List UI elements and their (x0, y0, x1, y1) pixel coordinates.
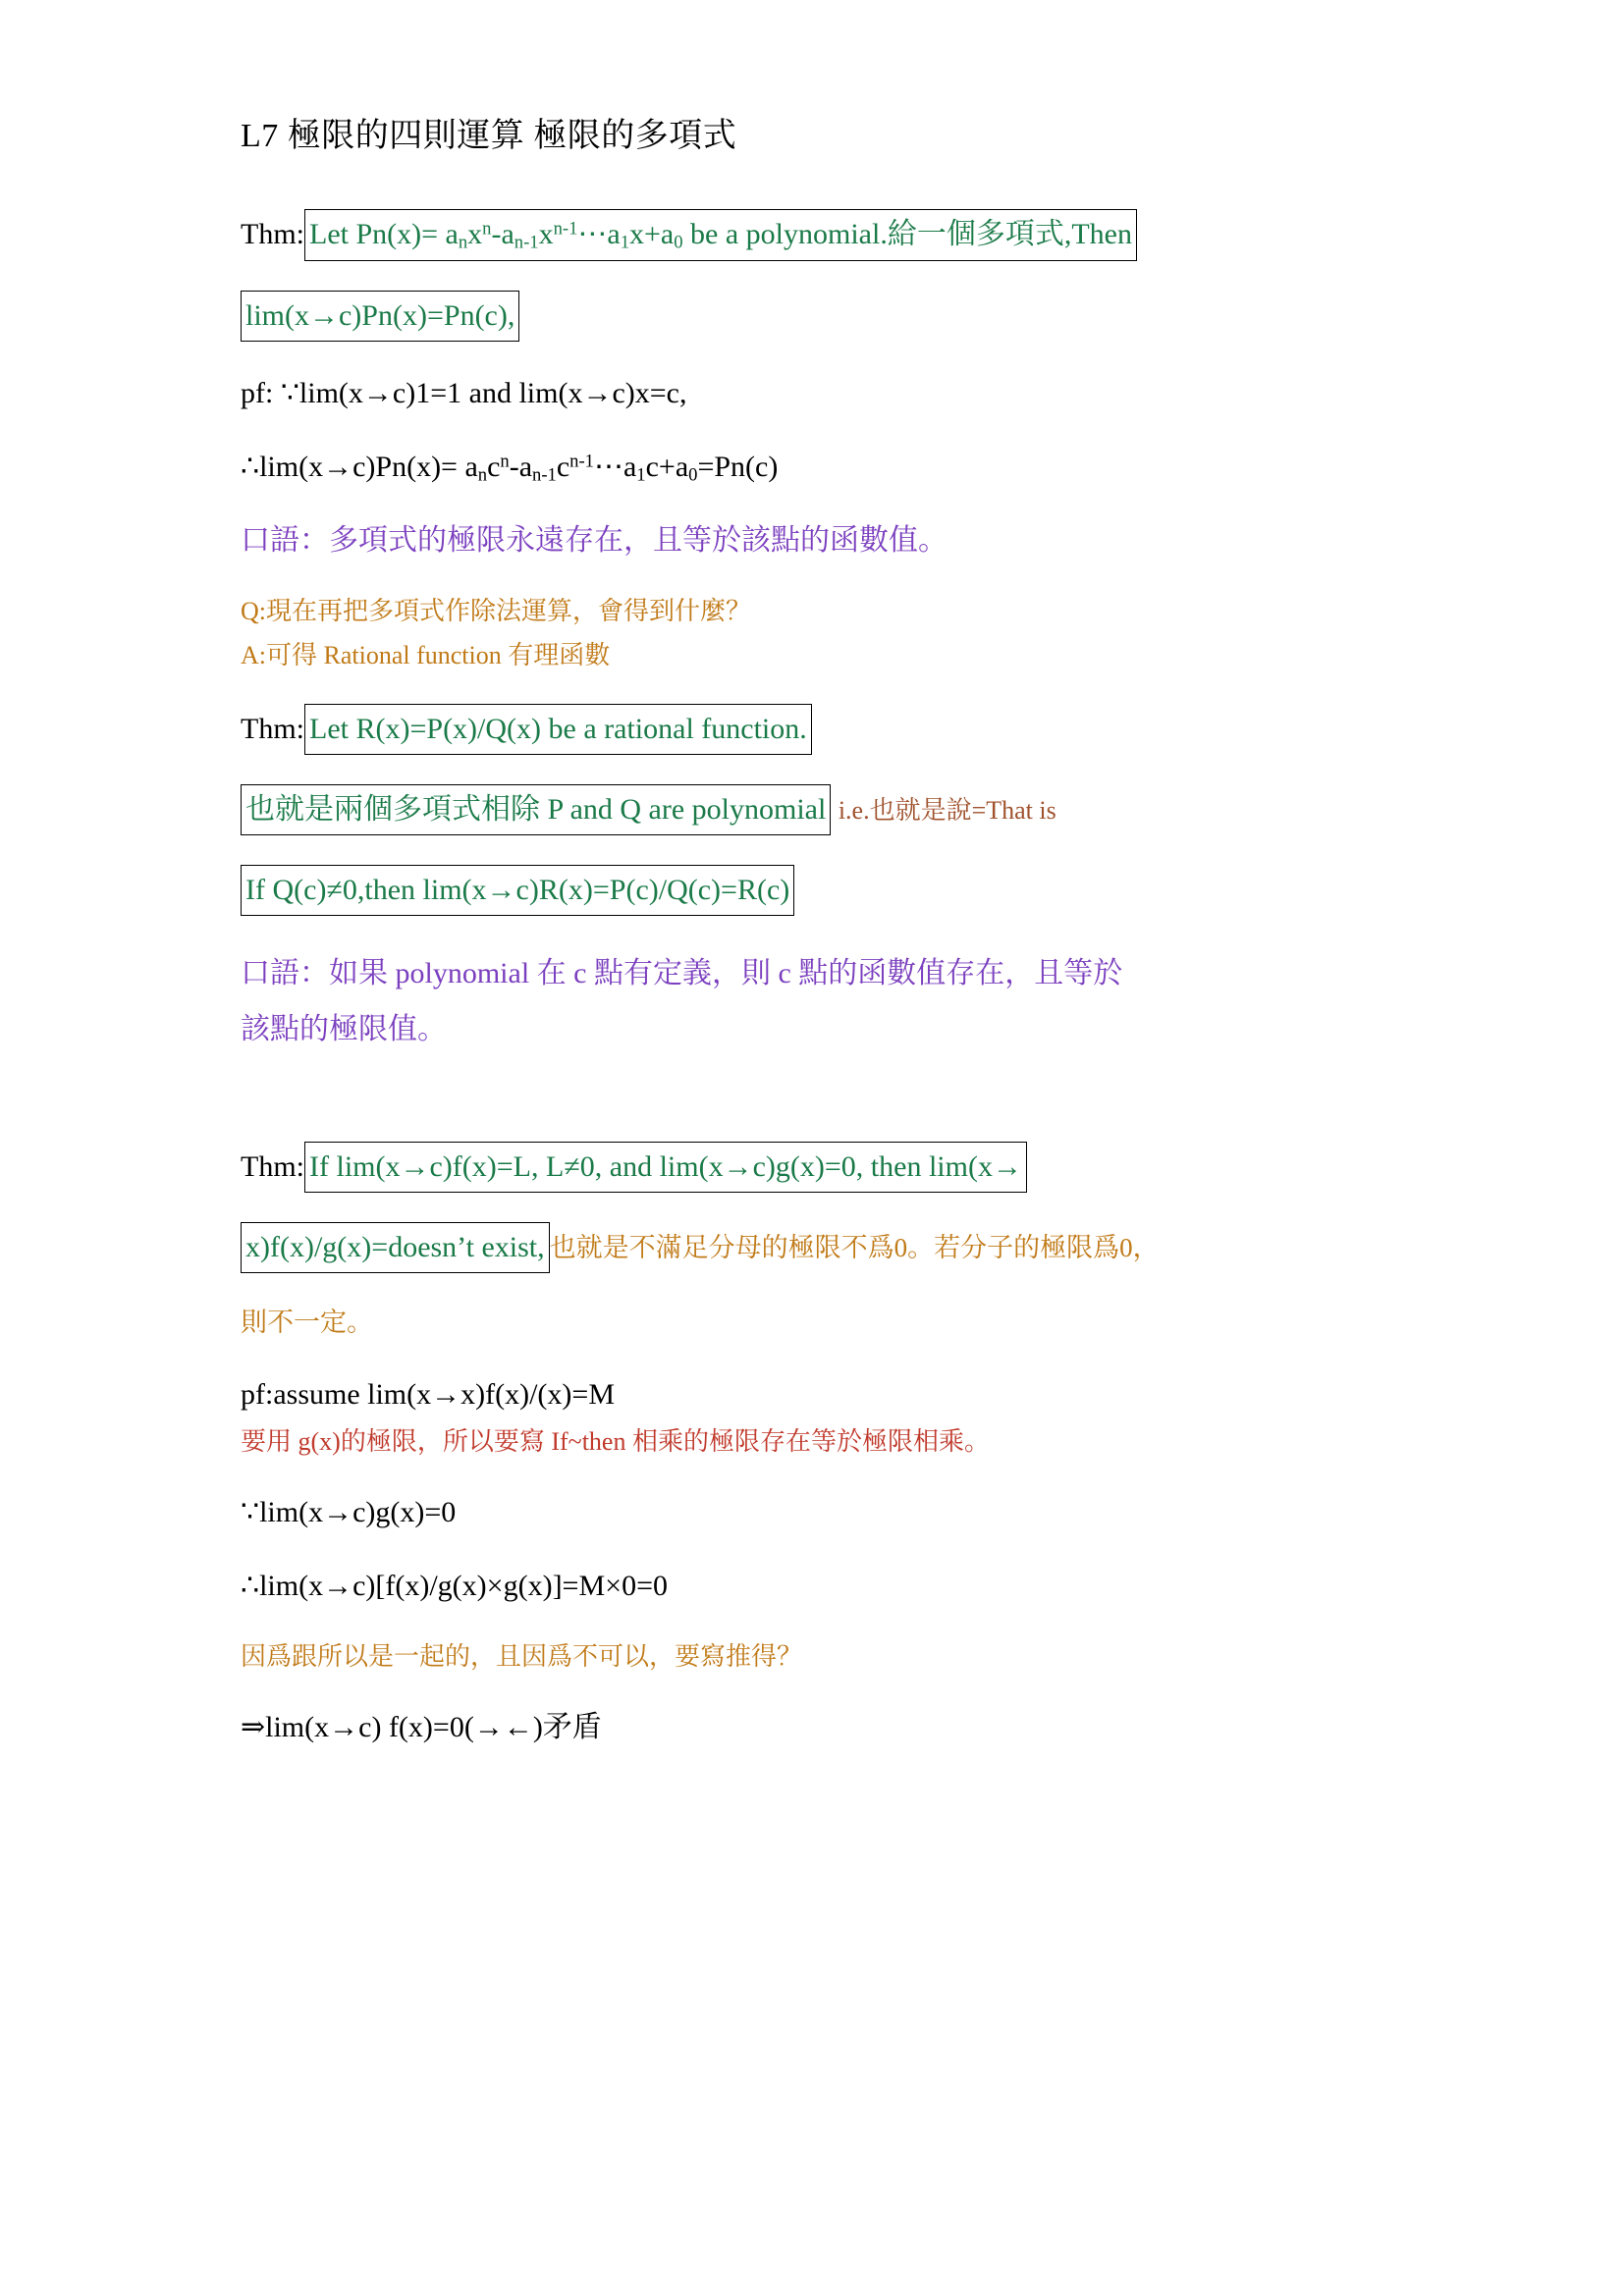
theorem-2-annotation: i.e.也就是說=That is (838, 796, 1056, 826)
theorem-2-label: Thm: (241, 713, 304, 746)
theorem-3-line (241, 1142, 1452, 1193)
theorem-2-statement-box: Let R(x)=P(x)/Q(x) be a rational function. (304, 704, 812, 755)
theorem-3-label: Thm: (241, 1150, 304, 1184)
thm1-text-c: -a (491, 218, 514, 250)
theorem-1-conclusion-line (241, 291, 1452, 342)
page-title: L7 極限的四則運算 極限的多項式 (241, 118, 737, 154)
proof-3-step-2: ∴lim(x→c)[f(x)/g(x)×g(x)]=M×0=0 (241, 1569, 668, 1602)
thm1-sup-n: n (482, 218, 492, 240)
theorem-3-conclusion-box: x)f(x)/g(x)=doesn’t exist, (241, 1222, 550, 1273)
pf2-text-a: ∴lim(x→c)Pn(x)= a (241, 450, 478, 483)
theorem-1-conclusion-box: lim(x→c)Pn(x)=Pn(c), (241, 291, 519, 342)
thm1-sup-n1: n-1 (553, 218, 578, 240)
theorem-2-explanation-line (241, 784, 1452, 835)
pf2-text-e: ⋯a (593, 450, 637, 483)
spoken-note-2 (241, 945, 1452, 1057)
proof-3-note-2: 因爲跟所以是一起的，且因爲不可以，要寫推得？ (241, 1641, 803, 1671)
spoken-note-2-line-1: 口語：如果 polynomial 在 c 點有定義，則 c 點的函數值存在，且等於 (241, 957, 1123, 990)
pf2-sup-n: n (500, 451, 510, 472)
pf2-text-d: c (556, 450, 570, 483)
pf2-sub-1: 1 (636, 464, 646, 486)
proof-3-line-1: pf:assume lim(x→x)f(x)/(x)=M (241, 1377, 616, 1411)
thm1-text-a: Let Pn(x)= a (309, 218, 459, 250)
thm1-text-d: x (538, 218, 554, 250)
thm1-sub-1: 1 (620, 232, 629, 253)
pf2-sup-n1: n-1 (569, 451, 594, 472)
theorem-3-annotation-2: 則不一定。 (241, 1308, 373, 1338)
theorem-1-line (241, 209, 1452, 261)
pf2-sub-n1: n-1 (532, 464, 557, 486)
pf2-text-g: =Pn(c) (697, 450, 779, 483)
section-spacer (241, 1087, 1452, 1142)
theorem-1-statement-box (304, 209, 1137, 261)
thm1-text-b: x (467, 218, 483, 250)
proof-3-step-1: ∵lim(x→c)g(x)=0 (241, 1495, 457, 1528)
question-1: Q:現在再把多項式作除法運算，會得到什麼？ (241, 597, 752, 626)
theorem-2-explanation-box: 也就是兩個多項式相除 P and Q are polynomial (241, 784, 831, 835)
thm1-text-e: ⋯a (577, 218, 621, 250)
thm1-sub-n1: n-1 (514, 232, 539, 253)
proof-1-line-2 (241, 445, 1452, 490)
theorem-3-annotation-1: 也就是不滿足分母的極限不爲0。若分子的極限爲0， (549, 1233, 1160, 1263)
thm1-text-g: be a polynomial.給一個多項式,Then (682, 218, 1132, 250)
proof-1-line-1: pf: ∵lim(x→c)1=1 and lim(x→c)x=c, (241, 376, 687, 409)
pf2-sub-0: 0 (688, 464, 698, 486)
pf2-text-b: c (487, 450, 501, 483)
proof-3-step-3: ⇒lim(x→c) f(x)=0(→←)矛盾 (241, 1710, 602, 1743)
spoken-note-1: 口語：多項式的極限永遠存在，且等於該點的函數值。 (241, 524, 947, 558)
spoken-note-2-line-2: 該點的極限值。 (241, 1013, 447, 1046)
thm1-text-f: x+a (629, 218, 675, 250)
answer-1: A:可得 Rational function 有理函數 (241, 641, 611, 670)
pf2-text-c: -a (509, 450, 533, 483)
pf2-text-f: c+a (645, 450, 689, 483)
proof-3-note-1: 要用 g(x)的極限，所以要寫 If~then 相乘的極限存在等於極限相乘。 (241, 1426, 990, 1456)
pf2-sub-n: n (477, 464, 488, 486)
thm1-sub-n: n (458, 232, 468, 253)
theorem-3-statement-box: If lim(x→c)f(x)=L, L≠0, and lim(x→c)g(x)=0, then lim(x→ (304, 1142, 1027, 1193)
theorem-2-line (241, 704, 1452, 755)
thm1-sub-0: 0 (674, 232, 683, 253)
theorem-2-conclusion-box: If Q(c)≠0,then lim(x→c)R(x)=P(c)/Q(c)=R(c) (241, 865, 794, 916)
theorem-2-conclusion-line (241, 865, 1452, 916)
theorem-3-conclusion-line (241, 1222, 1452, 1273)
theorem-1-label: Thm: (241, 218, 304, 250)
